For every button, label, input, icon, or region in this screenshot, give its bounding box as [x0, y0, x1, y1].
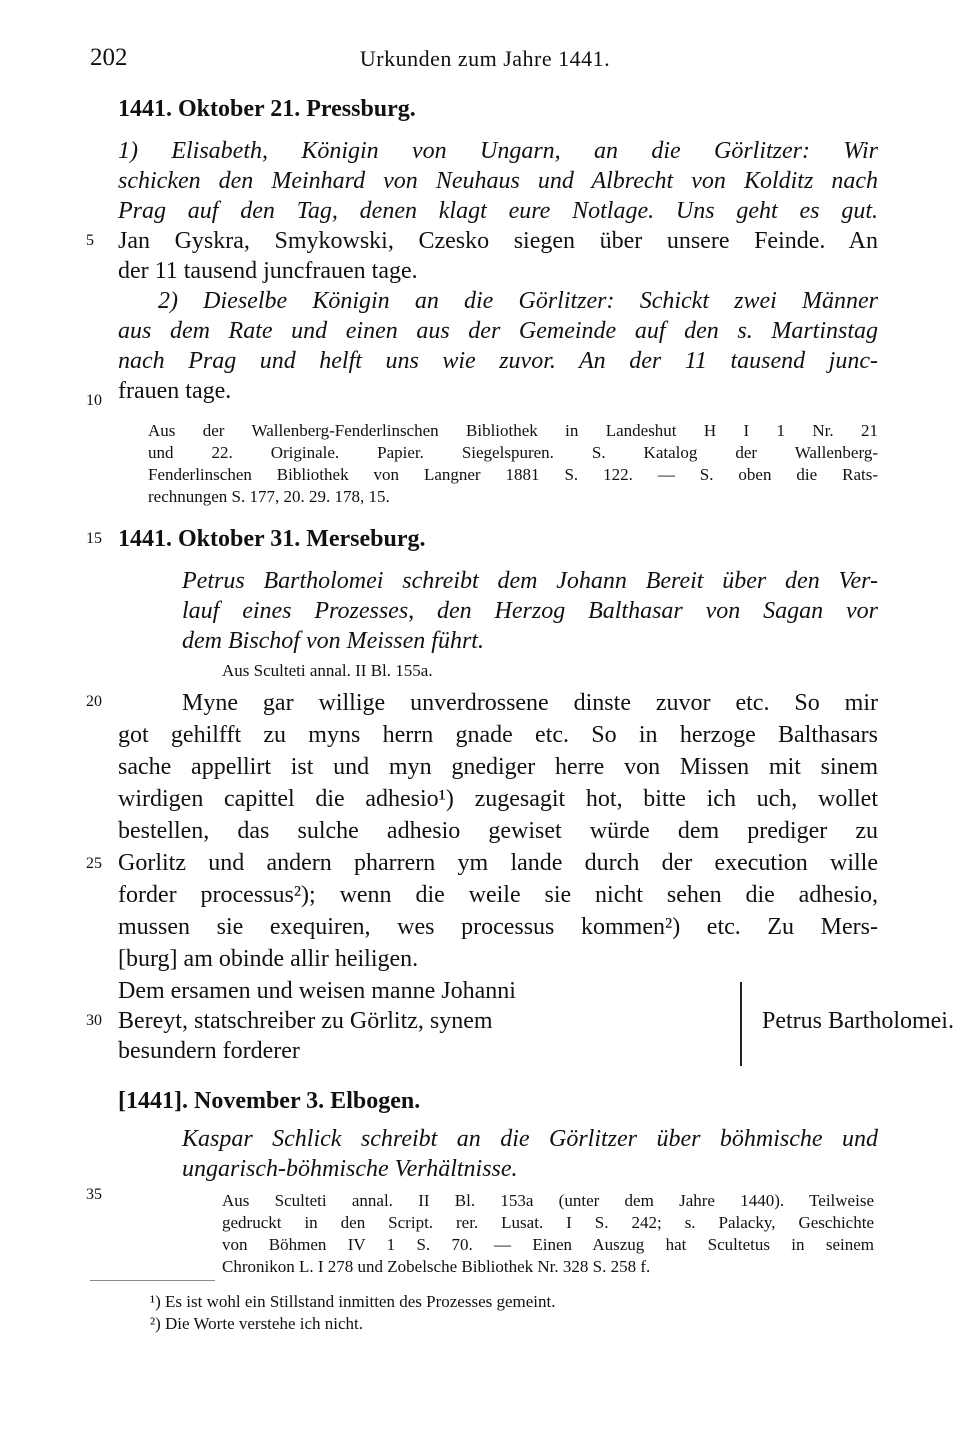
- entry-heading: 1441. Oktober 21. Pressburg.: [118, 96, 416, 122]
- body-line: forder processus²); wenn die weile sie nicht sehen die adhesio,: [118, 882, 878, 908]
- body-line: Myne gar willige unverdrossene dinste zuvor etc. So mir: [182, 690, 878, 716]
- body-line: bestellen, das sulche adhesio gewiset würde dem prediger zu: [118, 818, 878, 844]
- bracket-divider: [740, 982, 742, 1066]
- signature: Petrus Bartholomei.: [762, 1008, 954, 1034]
- summary-line: der 11 tausend juncfrauen tage.: [118, 258, 418, 284]
- body-line: mussen sie exequiren, wes processus kommen²) etc. Zu Mers-: [118, 914, 878, 940]
- summary-line: dem Bischof von Meissen führt.: [182, 628, 484, 654]
- source-note: Aus der Wallenberg-Fenderlinschen Bibliothek in Landeshut H I 1 Nr. 21 und 22. Originale. Papier. Siegelspuren. S. Katalog der Wallenberg- Fenderlinschen Bibliothek von Langner 1881 S. 122. — S. oben die Rats- rechnungen S. 177, 20. 29. 178, 15.: [148, 421, 878, 506]
- address-line: Bereyt, statschreiber zu Görlitz, synem: [118, 1008, 493, 1034]
- address-line: Dem ersamen und weisen manne Johanni: [118, 978, 516, 1004]
- letter-body: [118, 688, 878, 972]
- running-title: Urkunden zum Jahre 1441.: [359, 46, 611, 71]
- body-line: wirdigen capittel die adhesio¹) zugesagit hot, bitte ich uch, wollet: [118, 786, 878, 812]
- line-number: 35: [86, 1186, 102, 1203]
- footnote: ²) Die Worte verstehe ich nicht.: [150, 1314, 364, 1333]
- line-number: 30: [86, 1012, 102, 1029]
- summary-line: frauen tage.: [118, 378, 232, 404]
- line-number: 10: [86, 392, 102, 409]
- document-page: 202 Urkunden zum Jahre 1441. 5 10 15 20 25 30 35 1441. Oktober 21. Pressburg. 1) Elisabeth, Königin von Ungarn, an die Görlitzer: Wir schicken den Meinhard von Neuhaus und Albrecht von Kolditz nach Prag auf den Tag, denen klagt eure Notlage. Uns geht es gut. Jan Gyskra, Smykowski, Czesko siegen über unsere Feinde. An der 11 tausend juncfrauen tage. 2) Dieselbe Königin an die Görlitzer: Schickt zwei Männer aus dem Rate und einen aus der Gemeinde auf den s. Martinstag nach Prag und helft uns wie zuvor. An der 11 tausend junc- frauen tage. Aus der Wallenberg-Fenderlinschen Bibliothek in Landeshut H I 1 Nr. 21 und 22. Originale. Papier. Siegelspuren. S. Katalog der Wallenberg- Fenderlinschen Bibliothek von Langner 1881 S. 122. — S. oben die Rats- rechnungen S. 177, 20. 29. 178, 15. 1441. Oktober 31. Merseburg. Petrus Bartholomei schreibt dem Johann Bereit über den Ver- lauf eines Prozesses, den Herzog Balthasar von Sagan vor dem Bischof von Meissen führt. Aus Sculteti annal. II Bl. 155a. Myne gar willige unverdrossene dinste zuvor etc. So mir got gehilfft zu myns herrn gnade etc. So in herzoge Balthasars sache appellirt ist und myn gnediger herre von Missen mit sinem wirdigen capittel die adhesio¹) zugesagit hot, bitte ich uch, wollet bestellen, das sulche adhesio gewiset würde dem prediger zu Gorlitz und andern pharrern ym lande durch der execution wille forder processus²); wenn die weile sie nicht sehen die adhesio, mussen sie exequiren, wes processus kommen²) etc. Zu Mers- [burg] am obinde allir heiligen. Dem ersamen und weisen manne Johanni Bereyt, statschreiber zu Görlitz, synem besundern forderer Petrus Bartholomei. [1441]. November 3. Elbogen. Kaspar Schlick schreibt an die Görlitzer über böhmische und ungarisch-böhmische Verhältnisse. Aus Sculteti annal. II Bl. 153a (unter dem Jahre 1440). Teilweise gedruckt in den Script. rer. Lusat. I S. 242; s. Palacky, Geschichte von Böhmen IV 1 S. 70. — Einen Auszug hat Scultetus in seinem Chronikon L. I 278 und Zobelsche Bibliothek Nr. 328 S. 258 f. ¹) Es ist wohl ein Stillstand inmitten des Prozesses gemeint. ²) Die Worte verstehe ich nicht.: [86, 44, 954, 1333]
- line-number: 20: [86, 693, 102, 710]
- entry-summary: [182, 1124, 878, 1188]
- summary-line: 1) Elisabeth, Königin von Ungarn, an die Görlitzer: Wir: [118, 138, 878, 164]
- address-block: [118, 976, 618, 1066]
- summary-line: ungarisch-böhmische Verhältnisse.: [182, 1156, 518, 1182]
- summary-line: Kaspar Schlick schreibt an die Görlitzer über böhmische und: [182, 1126, 878, 1152]
- body-line: sache appellirt ist und myn gnediger herre von Missen mit sinem: [118, 754, 878, 780]
- footnote: ¹) Es ist wohl ein Stillstand inmitten des Prozesses gemeint.: [150, 1292, 556, 1311]
- summary-line: lauf eines Prozesses, den Herzog Balthasar von Sagan vor: [182, 598, 878, 624]
- summary-line: Jan Gyskra, Smykowski, Czesko siegen über unsere Feinde. An: [118, 228, 878, 254]
- page-number: 202: [90, 44, 128, 71]
- body-line: got gehilfft zu myns herrn gnade etc. So in herzoge Balthasars: [118, 722, 878, 748]
- address-signature: [118, 976, 954, 1072]
- footnote-rule: [90, 1280, 215, 1281]
- line-number: 15: [86, 530, 102, 547]
- entry-heading: 1441. Oktober 31. Merseburg.: [118, 526, 426, 552]
- summary-line: Prag auf den Tag, denen klagt eure Notlage. Uns geht es gut.: [118, 198, 878, 224]
- body-line: [burg] am obinde allir heiligen.: [118, 946, 419, 972]
- source-note: Aus Sculteti annal. II Bl. 153a (unter dem Jahre 1440). Teilweise gedruckt in den Script. rer. Lusat. I S. 242; s. Palacky, Geschichte von Böhmen IV 1 S. 70. — Einen Auszug hat Scultetus in seinem Chronikon L. I 278 und Zobelsche Bibliothek Nr. 328 S. 258 f.: [222, 1191, 874, 1276]
- address-line: besundern forderer: [118, 1038, 300, 1064]
- summary-line: 2) Dieselbe Königin an die Görlitzer: Schickt zwei Männer: [158, 288, 878, 314]
- entry-heading: [1441]. November 3. Elbogen.: [118, 1088, 421, 1114]
- line-number: 5: [86, 232, 94, 249]
- summary-line: aus dem Rate und einen aus der Gemeinde auf den s. Martinstag: [118, 318, 878, 344]
- entry-summary: [118, 136, 878, 416]
- summary-line: schicken den Meinhard von Neuhaus und Albrecht von Kolditz nach: [118, 168, 878, 194]
- summary-line: Petrus Bartholomei schreibt dem Johann Bereit über den Ver-: [182, 568, 878, 594]
- body-line: Gorlitz und andern pharrern ym lande durch der execution wille: [118, 850, 878, 876]
- entry-summary: [182, 566, 878, 662]
- page-header: [90, 44, 880, 78]
- line-number: 25: [86, 855, 102, 872]
- summary-line: nach Prag und helft uns wie zuvor. An der 11 tausend junc-: [118, 348, 878, 374]
